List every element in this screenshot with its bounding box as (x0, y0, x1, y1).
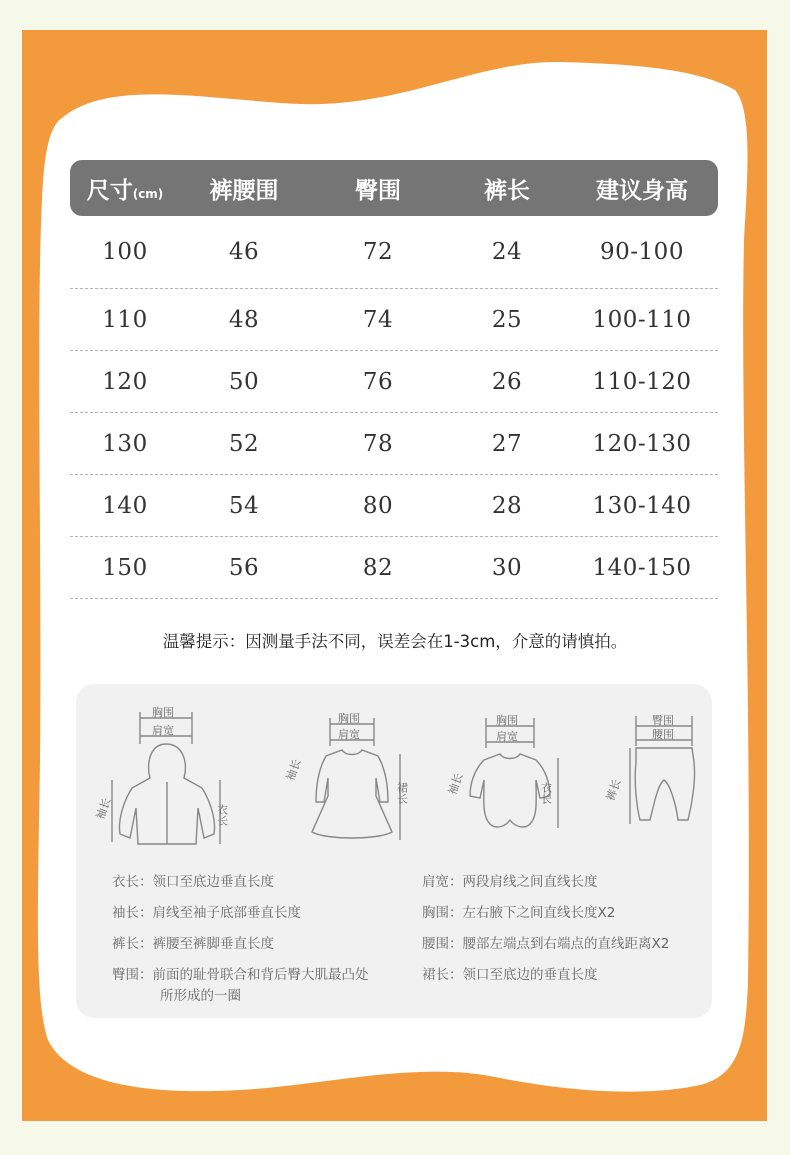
header-length: 裤长 (484, 177, 530, 204)
cell-height: 100-110 (592, 306, 692, 333)
cell-waist: 46 (228, 239, 260, 265)
cell-hip: 82 (362, 554, 394, 581)
measurement-guide (76, 684, 712, 1018)
romper-length-label: 衣长 (539, 782, 553, 804)
cell-size: 120 (102, 368, 148, 395)
jacket-length-label: 衣长 (215, 804, 229, 826)
cell-hip: 72 (362, 239, 394, 265)
definition-desc: 腰部左端点到右端点的直线距离X2 (462, 936, 670, 952)
table-row (70, 413, 718, 475)
definition-item (422, 929, 712, 960)
definition-term: 臀围： (112, 967, 153, 983)
cell-length: 24 (491, 239, 523, 265)
dress-figure (283, 704, 418, 858)
cell-size: 110 (102, 306, 148, 333)
cell-waist: 50 (228, 368, 260, 395)
definition-desc: 两段肩线之间直线长度 (462, 874, 598, 890)
definition-term: 胸围： (422, 905, 463, 921)
cell-waist: 48 (228, 306, 260, 333)
dress-chest-label: 胸围 (338, 712, 360, 725)
pants-icon (603, 704, 706, 854)
cell-hip: 74 (362, 306, 394, 333)
definition-item (112, 960, 432, 1007)
cell-size: 140 (102, 492, 148, 519)
table-body (70, 216, 718, 599)
cell-hip: 78 (362, 430, 394, 457)
cell-size: 150 (102, 554, 148, 581)
definition-item (422, 960, 712, 991)
pants-figure (603, 704, 706, 858)
cell-height: 120-130 (592, 430, 692, 457)
romper-sleeve-label: 袖长 (445, 771, 466, 797)
definition-desc: 裤腰至裤脚垂直长度 (152, 936, 274, 952)
dress-shoulder-label: 肩宽 (338, 728, 360, 741)
table-row (70, 475, 718, 537)
cell-hip: 76 (362, 368, 394, 395)
cell-length: 28 (491, 492, 523, 519)
table-row (70, 216, 718, 289)
cell-length: 27 (491, 430, 523, 457)
definition-item (112, 929, 432, 960)
cell-height: 110-120 (592, 368, 692, 395)
header-size: 尺寸(cm) (86, 177, 164, 204)
definition-term: 裤长： (112, 936, 153, 952)
definition-desc: 领口至底边的垂直长度 (462, 967, 598, 983)
definitions-left (112, 867, 432, 1007)
romper-shoulder-label: 肩宽 (496, 730, 518, 743)
definition-item (112, 867, 432, 898)
definition-item (112, 898, 432, 929)
table-row (70, 289, 718, 351)
definition-desc: 领口至底边垂直长度 (152, 874, 274, 890)
cell-length: 26 (491, 368, 523, 395)
jacket-icon (92, 704, 232, 854)
definition-term: 衣长： (112, 874, 153, 890)
definitions-right (422, 867, 712, 991)
pants-hip-label: 臀围 (652, 714, 674, 727)
dress-icon (283, 704, 418, 854)
jacket-chest-label: 胸围 (152, 706, 174, 719)
romper-chest-label: 胸围 (496, 714, 518, 727)
cell-height: 90-100 (600, 239, 684, 265)
definition-desc: 肩线至袖子底部垂直长度 (152, 905, 301, 921)
definition-term: 袖长： (112, 905, 153, 921)
table-row (70, 537, 718, 599)
cell-height: 130-140 (592, 492, 692, 519)
pants-length-label: 裤长 (603, 777, 624, 803)
definition-item (422, 867, 712, 898)
size-table (70, 160, 718, 599)
definition-term: 肩宽： (422, 874, 463, 890)
dress-skirt-label: 裙长 (395, 782, 409, 804)
cell-length: 25 (491, 306, 523, 333)
cell-waist: 52 (228, 430, 260, 457)
definition-desc: 前面的耻骨联合和背后臀大肌最凸处 (152, 967, 369, 983)
cell-waist: 56 (228, 554, 260, 581)
measurement-tip: 温馨提示：因测量手法不同，误差会在1-3cm，介意的请慎拍。 (162, 632, 628, 651)
definition-term: 裙长： (422, 967, 463, 983)
jacket-shoulder-label: 肩宽 (152, 724, 174, 737)
jacket-figure (92, 704, 232, 858)
cell-waist: 54 (228, 492, 260, 519)
romper-icon (445, 704, 570, 854)
definition-item (422, 898, 712, 929)
table-row (70, 351, 718, 413)
pants-waist-label: 腰围 (652, 728, 674, 741)
dress-sleeve-label: 袖长 (283, 757, 304, 783)
cell-hip: 80 (362, 492, 394, 519)
header-waist: 裤腰围 (209, 177, 279, 204)
cell-height: 140-150 (592, 554, 692, 581)
definition-term: 腰围： (422, 936, 463, 952)
header-height: 建议身高 (596, 177, 688, 204)
definition-desc: 左右腋下之间直线长度X2 (462, 905, 616, 921)
jacket-sleeve-label: 袖长 (93, 796, 114, 822)
cell-size: 100 (102, 239, 148, 265)
table-header (70, 160, 718, 216)
cell-size: 130 (102, 430, 148, 457)
romper-figure (445, 704, 570, 858)
header-hip: 臀围 (355, 177, 401, 204)
definition-desc-continued: 所形成的一圈 (160, 988, 241, 1004)
cell-length: 30 (491, 554, 523, 581)
